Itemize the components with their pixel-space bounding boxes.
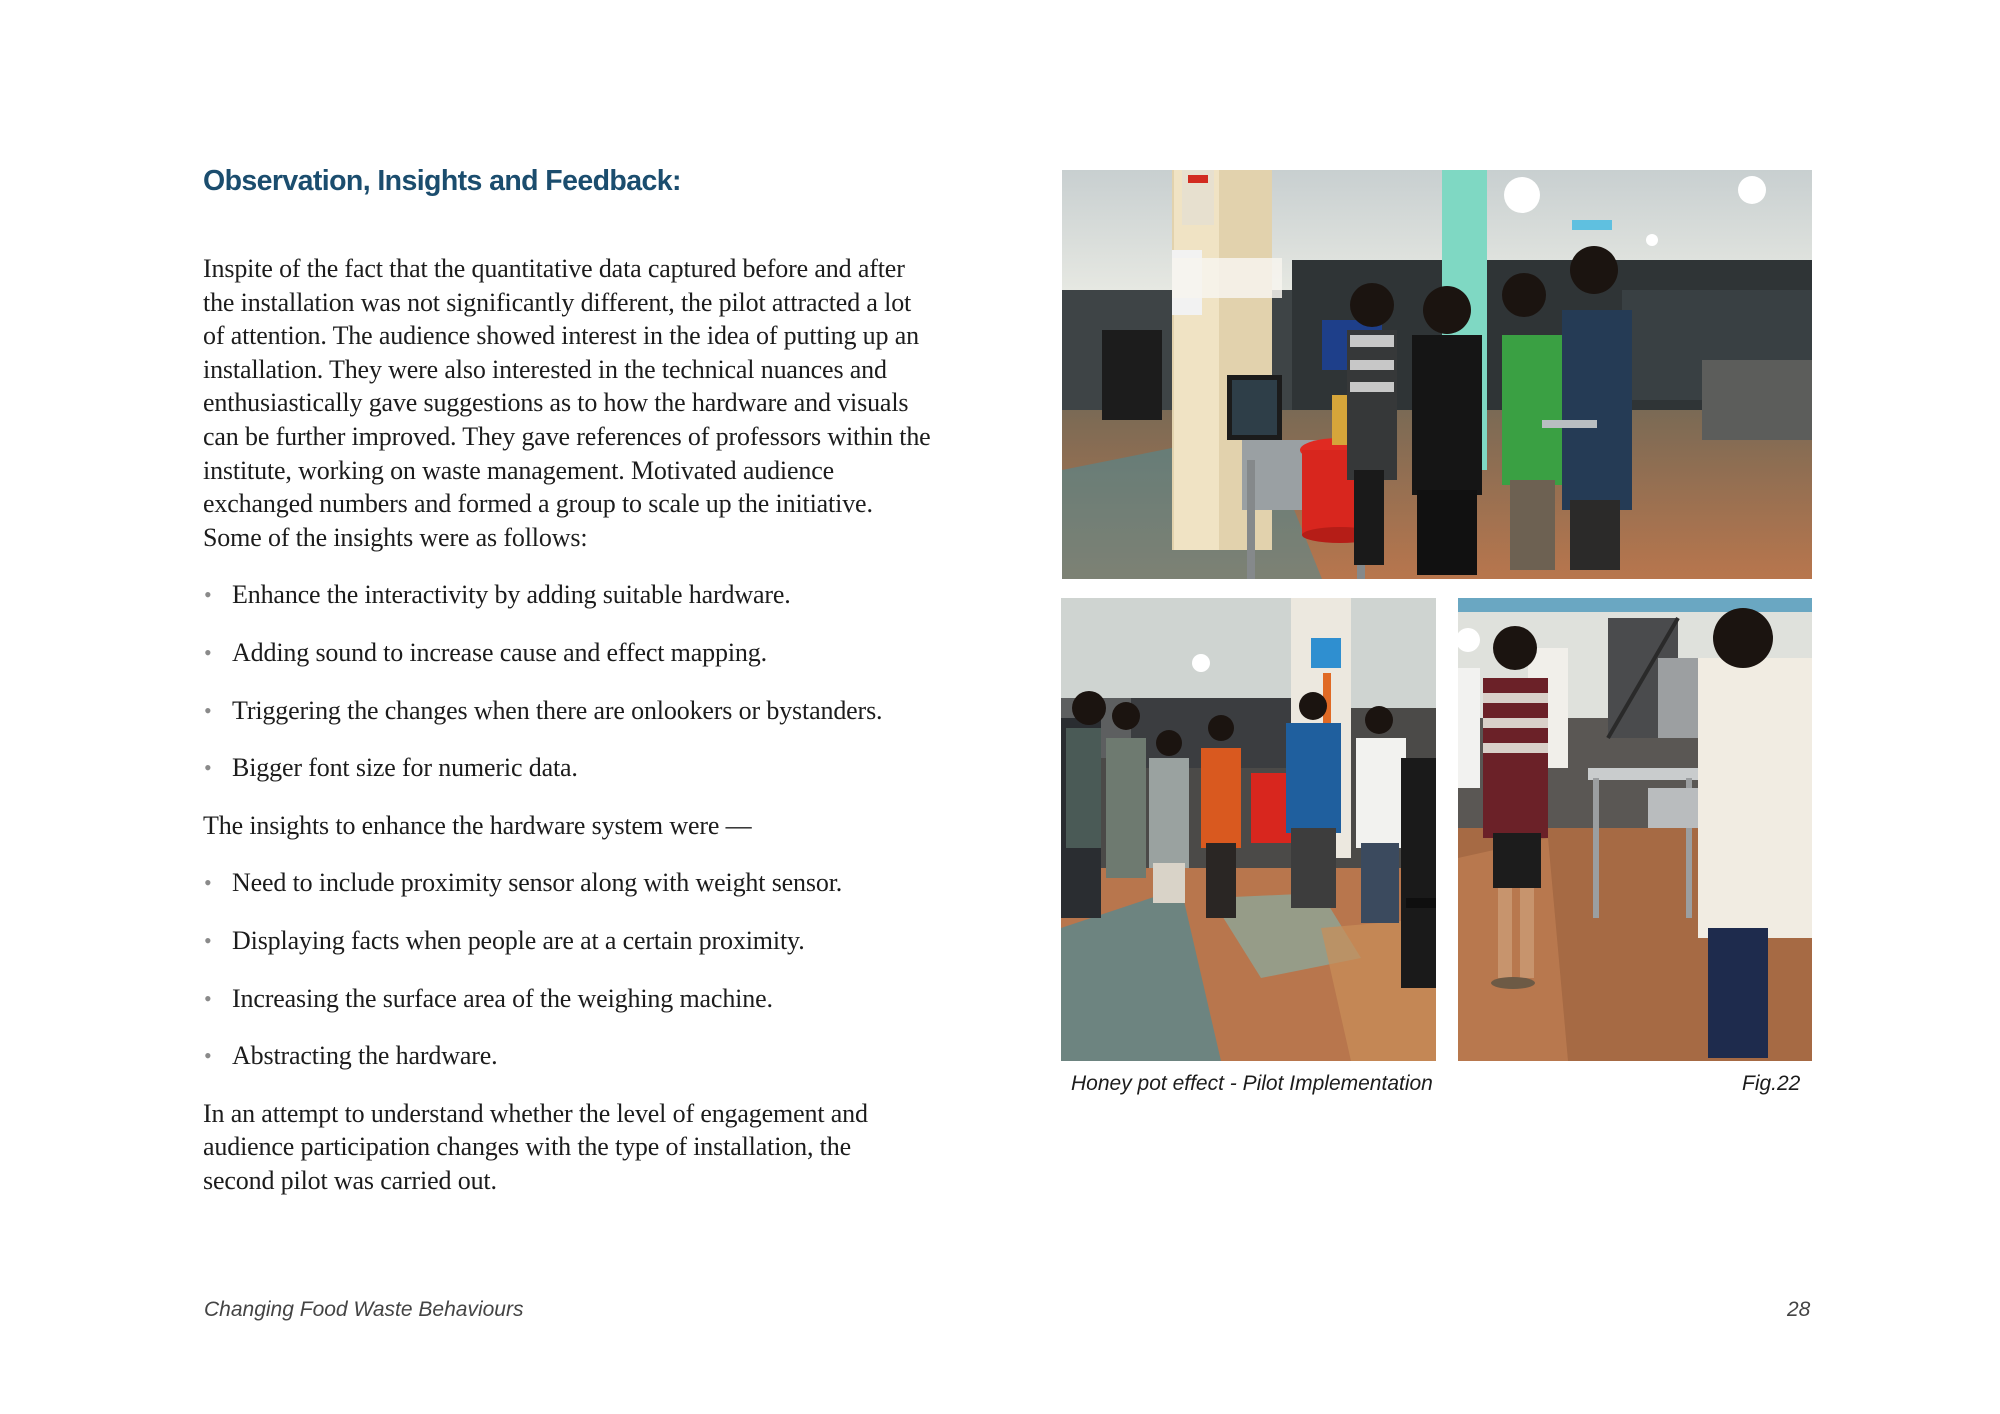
pilot-photo-crowd	[1061, 598, 1436, 1061]
closing-paragraph	[203, 1097, 963, 1198]
hardware-insight-text: Increasing the surface area of the weighing machine.	[232, 983, 773, 1013]
intro-line: enthusiastically gave suggestions as to how the hardware and visuals	[203, 388, 909, 418]
closing-line: audience participation changes with the type of installation, the	[203, 1132, 851, 1162]
intro-line: institute, working on waste management. Motivated audience	[203, 455, 835, 485]
intro-line: Some of the insights were as follows:	[203, 522, 588, 552]
intro-line: the installation was not significantly different, the pilot attracted a lot	[203, 287, 912, 317]
hardware-insight-item	[203, 866, 963, 900]
intro-line: can be further improved. They gave references of professors within the	[203, 421, 931, 451]
insight-text: Triggering the changes when there are onlookers or bystanders.	[232, 695, 883, 725]
closing-line: In an attempt to understand whether the level of engagement and	[203, 1098, 868, 1128]
insights-list	[203, 578, 963, 784]
intro-line: Inspite of the fact that the quantitative data captured before and after	[203, 254, 905, 283]
closing-line: second pilot was carried out.	[203, 1165, 497, 1195]
insight-item	[203, 578, 963, 612]
hardware-insight-text: Need to include proximity sensor along with weight sensor.	[232, 868, 843, 898]
figure-label: Fig.22	[1742, 1072, 1801, 1095]
insight-text: Enhance the interactivity by adding suitable hardware.	[232, 580, 791, 610]
intro-paragraph	[203, 252, 963, 554]
bullet-icon: •	[204, 755, 212, 781]
insight-text: Bigger font size for numeric data.	[232, 753, 578, 783]
insight-item	[203, 694, 963, 728]
intro-line: of attention. The audience showed interest in the idea of putting up an	[203, 321, 919, 351]
hardware-insight-text: Abstracting the hardware.	[232, 1041, 498, 1071]
bullet-icon: •	[204, 1043, 212, 1069]
bullet-icon: •	[204, 697, 212, 723]
hardware-insight-item	[203, 924, 963, 958]
insight-item	[203, 636, 963, 670]
hardware-insights-list	[203, 866, 963, 1072]
hardware-insight-item	[203, 1039, 963, 1073]
intro-line: installation. They were also interested in the technical nuances and	[203, 354, 887, 384]
bullet-icon: •	[204, 985, 212, 1011]
bullet-icon: •	[204, 582, 212, 608]
intro-line: exchanged numbers and formed a group to scale up the initiative.	[203, 489, 873, 519]
pilot-photo-main	[1062, 170, 1812, 579]
figure-caption: Honey pot effect - Pilot Implementation	[1071, 1072, 1433, 1095]
body-text-column	[203, 252, 963, 1197]
hardware-insight-text: Displaying facts when people are at a certain proximity.	[232, 925, 805, 955]
hardware-insight-item	[203, 982, 963, 1016]
bullet-icon: •	[204, 870, 212, 896]
insight-item	[203, 751, 963, 785]
pilot-photo-station	[1458, 598, 1812, 1061]
page-number: 28	[1787, 1298, 1811, 1321]
hardware-intro: The insights to enhance the hardware system were —	[203, 810, 752, 840]
insight-text: Adding sound to increase cause and effect mapping.	[232, 637, 767, 667]
bullet-icon: •	[204, 927, 212, 953]
footer-document-title: Changing Food Waste Behaviours	[204, 1298, 524, 1321]
bullet-icon: •	[204, 639, 212, 665]
section-heading: Observation, Insights and Feedback:	[203, 165, 681, 197]
